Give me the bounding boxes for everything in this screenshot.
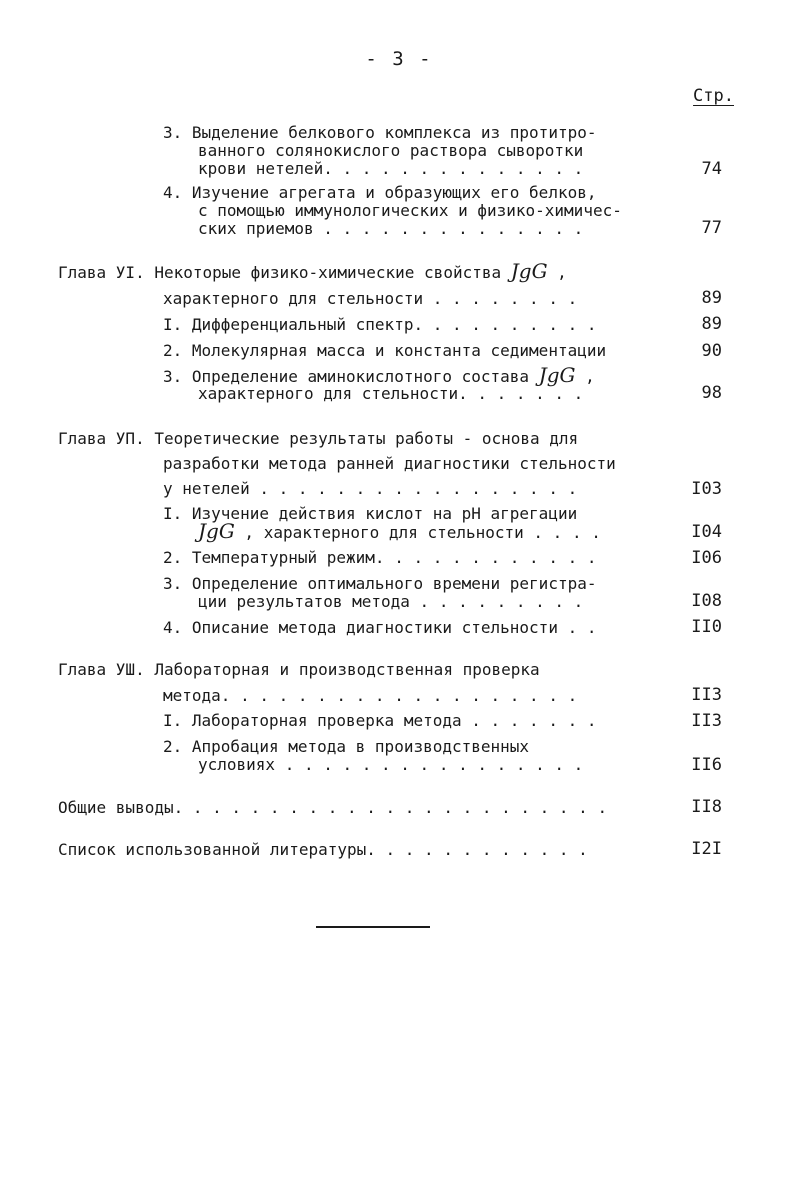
toc-entry-text: Список использованной литературы. . . . . . . . . . . .: [58, 840, 588, 859]
toc-entry-text: крови нетелей. . . . . . . . . . . . . .: [198, 159, 584, 178]
toc-page-number: II8: [691, 797, 722, 817]
toc-entry-text: характерного для стельности. . . . . . .: [198, 384, 584, 403]
toc-entry-text: с помощью иммунологических и физико-химичес-: [198, 201, 622, 220]
toc-chapter-text: характерного для стельности . . . . . . . .: [163, 289, 578, 308]
toc-entry-text: JgG , характерного для стельности . . . .: [198, 519, 601, 543]
toc-entry-text: ции результатов метода . . . . . . . . .: [198, 592, 584, 611]
toc-entry-text: условиях . . . . . . . . . . . . . . . .: [198, 755, 584, 774]
toc-page-number: I03: [691, 479, 722, 499]
toc-entry-text: I. Лабораторная проверка метода . . . . . . .: [163, 711, 597, 730]
toc-page-number: II3: [691, 711, 722, 731]
toc-entry-text: 2. Молекулярная масса и константа седиментации: [163, 341, 607, 360]
toc-chapter-text: у нетелей . . . . . . . . . . . . . . . . .: [163, 479, 578, 498]
toc-chapter-text: Глава УI. Некоторые физико-химические свойства JgG ,: [58, 259, 567, 283]
toc-entry-text: 2. Апробация метода в производственных: [163, 737, 530, 756]
toc-entry-text: ских приемов . . . . . . . . . . . . . .: [198, 219, 584, 238]
toc-entry-text: ванного солянокислого раствора сыворотки: [198, 141, 584, 160]
toc-page-number: II6: [691, 755, 722, 775]
toc-chapter-text: метода. . . . . . . . . . . . . . . . . . .: [163, 686, 578, 705]
toc-entry-text: 2. Температурный режим. . . . . . . . . . . .: [163, 548, 597, 567]
toc-page-number: II3: [691, 685, 722, 705]
toc-entry-text: 4. Изучение агрегата и образующих его белков,: [163, 183, 597, 202]
toc-page-number: II0: [691, 617, 722, 637]
toc-chapter-text: Глава УШ. Лабораторная и производственная проверка: [58, 660, 540, 679]
igg-symbol: JgG: [510, 259, 548, 283]
toc-entry-text: 3. Определение оптимального времени регистра-: [163, 574, 597, 593]
toc-page-number: I2I: [691, 839, 722, 859]
toc-page-number: 90: [701, 341, 722, 361]
toc-page-number: 74: [701, 159, 722, 179]
igg-symbol: JgG: [198, 519, 235, 543]
toc-entry-text: I. Дифференциальный спектр. . . . . . . . . .: [163, 315, 597, 334]
toc-entry-text: Общие выводы. . . . . . . . . . . . . . . . . . . . . . .: [58, 798, 608, 817]
toc-page-number: I06: [691, 548, 722, 568]
toc-entry-text: 3. Выделение белкового комплекса из протитро-: [163, 123, 597, 142]
section-divider: [316, 926, 430, 928]
toc-page-number: 89: [701, 314, 722, 334]
toc-page-number: 89: [701, 288, 722, 308]
toc-page-number: 98: [701, 383, 722, 403]
toc-chapter-text: разработки метода ранней диагностики стельности: [163, 454, 616, 473]
igg-symbol: JgG: [538, 363, 576, 387]
toc-page-number: I08: [691, 591, 722, 611]
toc-page-number: I04: [691, 522, 722, 542]
page-number: - 3 -: [365, 48, 433, 70]
page-column-label: Стр.: [693, 86, 734, 106]
toc-entry-text: I. Изучение действия кислот на pH агрегации: [163, 504, 578, 523]
toc-chapter-text: Глава УП. Теоретические результаты работы - основа для: [58, 429, 579, 448]
toc-entry-text: 4. Описание метода диагностики стельности . .: [163, 618, 597, 637]
toc-entry-text: 3. Определение аминокислотного состава JgG ,: [163, 363, 595, 387]
toc-page-number: 77: [701, 218, 722, 238]
